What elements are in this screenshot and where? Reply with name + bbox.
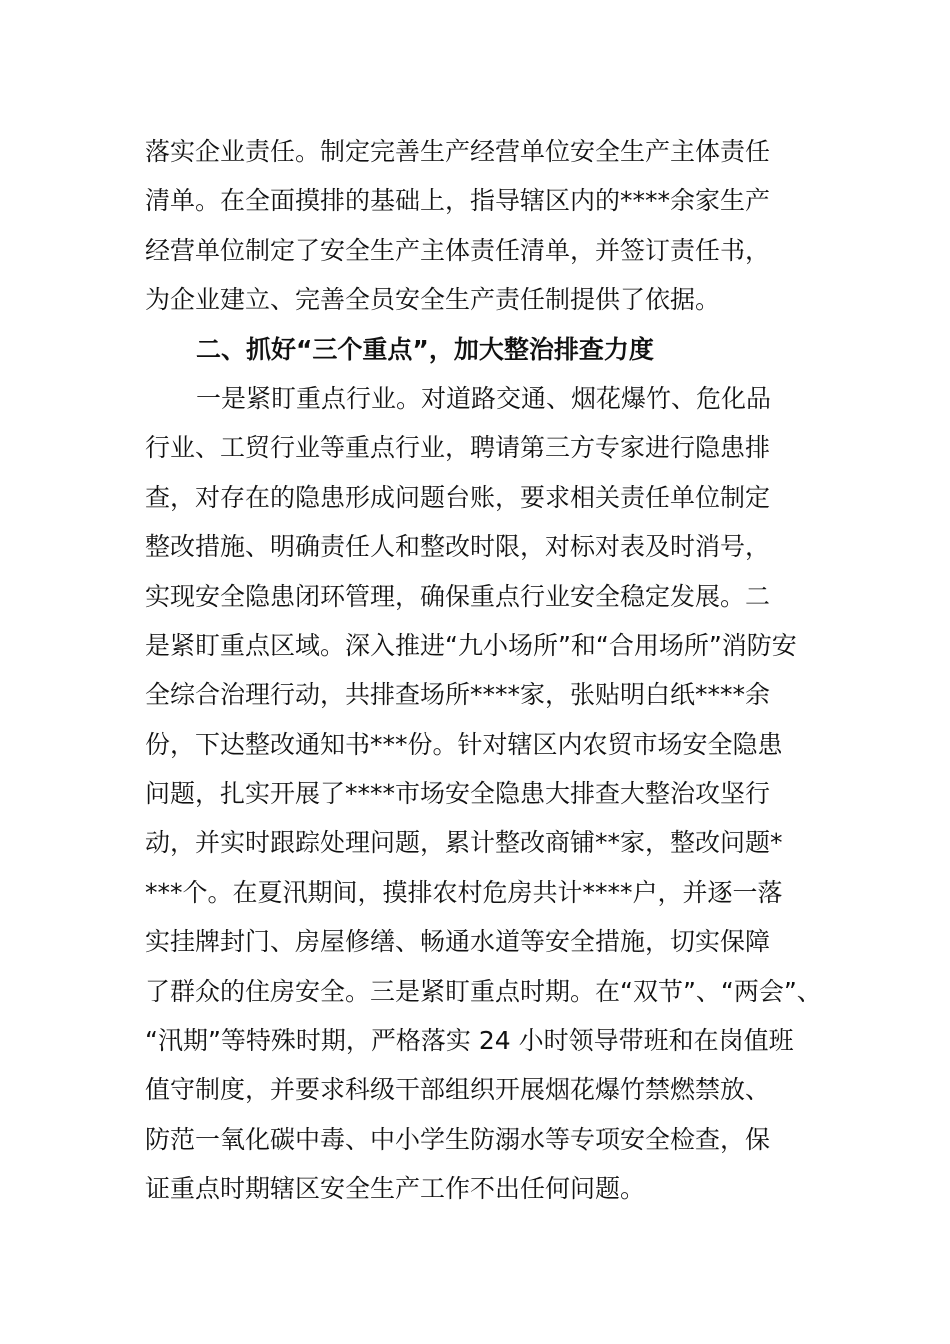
body-line: 值守制度，并要求科级干部组织开展烟花爆竹禁燃禁放、 [145, 1075, 771, 1105]
document-body [145, 127, 822, 1214]
body-line: 为企业建立、完善全员安全生产责任制提供了依据。 [145, 285, 721, 315]
body-line: 份，下达整改通知书***份。针对辖区内农贸市场安全隐患 [145, 729, 783, 759]
paragraph-first-line: 一是紧盯重点行业。对道路交通、烟花爆竹、危化品 [196, 383, 772, 413]
body-line: “汛期”等特殊时期，严格落实 24 小时领导带班和在岗值班 [145, 1026, 794, 1056]
body-line: 清单。在全面摸排的基础上，指导辖区内的****余家生产 [145, 186, 771, 216]
body-line: 实挂牌封门、房屋修缮、畅通水道等安全措施，切实保障 [145, 927, 771, 957]
body-line: 证重点时期辖区安全生产工作不出任何问题。 [145, 1174, 646, 1204]
body-line: 动，并实时跟踪处理问题，累计整改商铺**家，整改问题* [145, 828, 783, 858]
body-line: 查，对存在的隐患形成问题台账，要求相关责任单位制定 [145, 482, 771, 512]
body-line: 整改措施、明确责任人和整改时限，对标对表及时消号， [145, 532, 771, 562]
section-heading: 二、抓好“三个重点”，加大整治排查力度 [196, 334, 654, 364]
body-line: 落实企业责任。制定完善生产经营单位安全生产主体责任 [145, 137, 771, 166]
body-line: 是紧盯重点区域。深入推进“九小场所”和“合用场所”消防安 [145, 630, 797, 660]
body-line: 防范一氧化碳中毒、中小学生防溺水等专项安全检查，保 [145, 1124, 771, 1154]
body-line: ***个。在夏汛期间，摸排农村危房共计****户，并逐一落 [145, 877, 783, 907]
body-line: 行业、工贸行业等重点行业，聘请第三方专家进行隐患排 [145, 433, 771, 463]
body-line: 经营单位制定了安全生产主体责任清单，并签订责任书， [145, 235, 771, 265]
body-line: 了群众的住房安全。三是紧盯重点时期。在“双节”、“两会”、 [145, 976, 822, 1006]
body-line: 问题，扎实开展了****市场安全隐患大排查大整治攻坚行 [145, 779, 771, 809]
body-line: 实现安全隐患闭环管理，确保重点行业安全稳定发展。二 [145, 581, 771, 611]
body-line: 全综合治理行动，共排查场所****家，张贴明白纸****余 [145, 680, 771, 710]
